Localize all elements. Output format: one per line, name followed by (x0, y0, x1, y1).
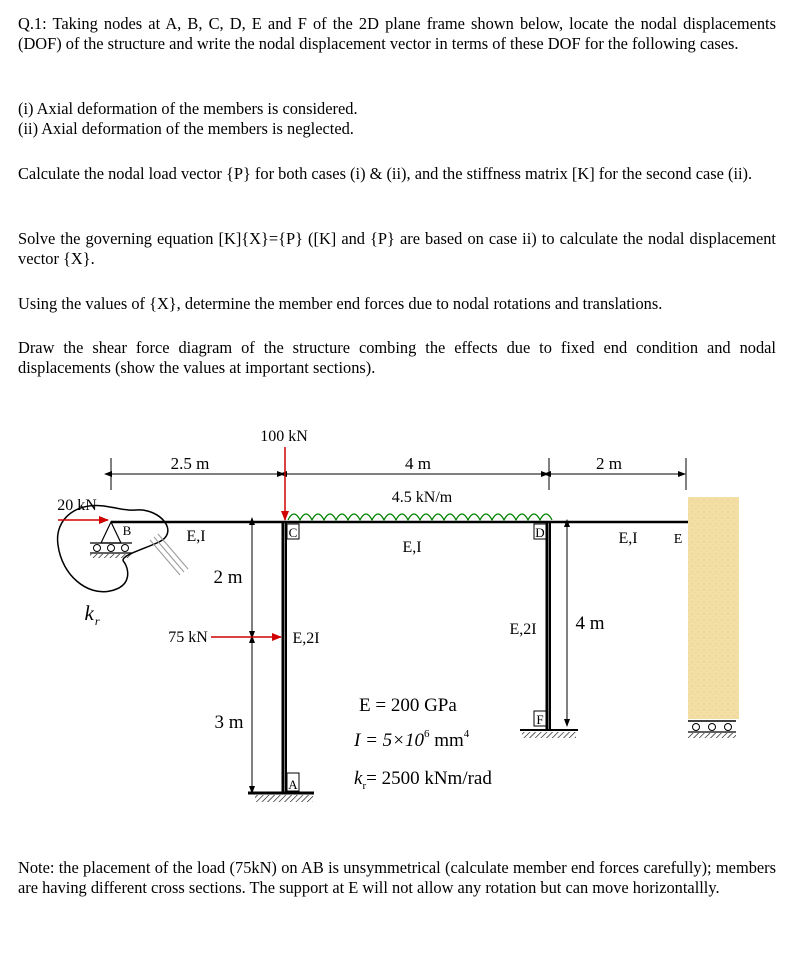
udl-wave (288, 514, 552, 520)
dim-upper: 2 m (213, 567, 243, 588)
load-75kn-label: 75 kN (168, 629, 208, 646)
wall (688, 497, 739, 719)
load-20kn-label: 20 kN (57, 497, 97, 514)
node-d: D (535, 525, 545, 540)
spring-label: $k_r$ (84, 601, 100, 628)
udl-label: 4.5 kN/m (391, 489, 453, 506)
task-solve: Solve the governing equation [K]{X}={P} ([K] and {P} are based on case ii) to calculate the nodal displacement vector {X}. (18, 229, 776, 268)
dim-de: 2 m (596, 454, 622, 473)
dim-df: 4 m (575, 613, 605, 634)
frame-members (111, 522, 688, 793)
note: Note: the placement of the load (75kN) on AB is unsymmetrical (calculate member end forces carefully); members are having different cross sections. The support at E will not allow any rotation but can move horizontallly. (18, 858, 776, 897)
question-intro: Q.1: Taking nodes at A, B, C, D, E and F of the 2D plane frame shown below, locate the nodal displacements (DOF) of the structure and write the nodal displacement vector in terms of these DOF for the following cases. (18, 14, 776, 53)
dim-lower: 3 m (214, 712, 244, 733)
prop-ac: E,2I (292, 630, 320, 647)
node-c: C (288, 525, 298, 540)
node-b: B (122, 523, 132, 538)
dim-cd: 4 m (405, 454, 431, 473)
task-shear-diagram: Draw the shear force diagram of the structure combing the effects due to fixed end condition and nodal displacements (show the values at important sections). (18, 338, 776, 377)
point-load-label: 100 kN (260, 428, 308, 445)
support-e-roller (688, 721, 736, 738)
prop-bc: E,I (186, 528, 206, 545)
prop-de: E,I (618, 530, 638, 547)
node-f: F (536, 712, 544, 727)
task-load-vector: Calculate the nodal load vector {P} for both cases (i) & (ii), and the stiffness matrix [K] for the second case (ii). (18, 164, 753, 183)
support-a (248, 793, 314, 802)
support-b (58, 505, 188, 591)
node-a: A (288, 777, 298, 792)
material-kr: $k_r= 2500$ kNm/rad (354, 768, 492, 792)
prop-cd: E,I (402, 539, 422, 556)
support-f (520, 730, 578, 738)
material-i: $I = 5\times 10^6$ $mm^4$ (354, 728, 470, 751)
dim-bc: 2.5 m (170, 454, 210, 473)
case-i: (i) Axial deformation of the members is considered. (18, 99, 358, 118)
node-e: E (673, 532, 683, 547)
case-ii: (ii) Axial deformation of the members is neglected. (18, 119, 354, 138)
material-e: E = 200 GPa (359, 695, 457, 716)
prop-df: E,2I (509, 621, 537, 638)
task-member-forces: Using the values of {X}, determine the member end forces due to nodal rotations and translations. (18, 294, 663, 313)
